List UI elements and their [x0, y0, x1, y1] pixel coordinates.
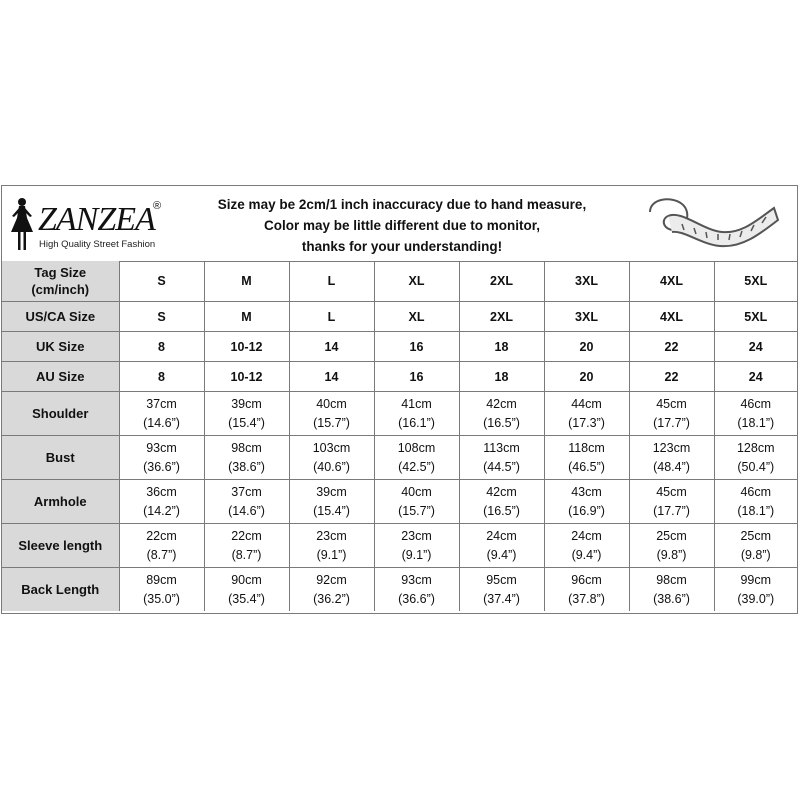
table-cell [714, 568, 797, 612]
row-header-label: Shoulder [32, 406, 89, 421]
table-cell [629, 480, 714, 524]
table-row [2, 362, 797, 392]
cell-inch-value: (36.2”) [313, 591, 350, 606]
table-cell [119, 568, 204, 612]
cell-inch-value: (37.8”) [568, 591, 605, 606]
table-cell: 4XL [629, 302, 714, 332]
cell-inch-value: (35.0”) [143, 591, 180, 606]
cell-inch-value: (40.6”) [313, 459, 350, 474]
table-row [2, 302, 797, 332]
table-cell [459, 568, 544, 612]
cell-inch-value: (15.4”) [228, 415, 265, 430]
size-table [2, 261, 797, 611]
cell-cm-value: 93cm [401, 572, 432, 587]
chart-header [2, 186, 797, 262]
cell-cm-value: 98cm [231, 440, 262, 455]
table-cell [459, 436, 544, 480]
notice-line: Color may be little different due to monitor, [263, 218, 541, 233]
cell-cm-value: 108cm [397, 440, 436, 455]
table-cell: 2XL [459, 302, 544, 332]
table-cell [119, 524, 204, 568]
table-cell [374, 436, 459, 480]
row-header [2, 392, 119, 436]
row-header-label: US/CA Size [25, 309, 96, 324]
table-cell: 20 [544, 362, 629, 392]
cell-cm-value: 42cm [486, 396, 517, 411]
cell-cm-value: 90cm [231, 572, 262, 587]
table-cell: XL [374, 261, 459, 302]
table-row [2, 261, 797, 302]
registered-mark: ® [153, 200, 162, 212]
table-cell [714, 392, 797, 436]
table-cell: 16 [374, 362, 459, 392]
cell-inch-value: (8.7”) [146, 547, 177, 562]
table-cell [544, 524, 629, 568]
table-cell [289, 480, 374, 524]
cell-inch-value: (16.5”) [483, 415, 520, 430]
table-cell [289, 436, 374, 480]
table-cell [714, 436, 797, 480]
cell-cm-value: 128cm [736, 440, 775, 455]
cell-inch-value: (44.5”) [483, 459, 520, 474]
cell-inch-value: (16.5”) [483, 503, 520, 518]
table-cell [374, 392, 459, 436]
cell-inch-value: (36.6”) [143, 459, 180, 474]
brand-logo [8, 194, 178, 254]
cell-inch-value: (18.1”) [737, 415, 775, 430]
table-cell [544, 480, 629, 524]
measuring-tape-icon [642, 190, 782, 256]
cell-inch-value: (14.2”) [143, 503, 180, 518]
cell-inch-value: (9.1”) [316, 547, 347, 562]
table-cell: 24 [714, 332, 797, 362]
table-cell: 8 [119, 332, 204, 362]
table-cell: 18 [459, 332, 544, 362]
table-cell [374, 568, 459, 612]
cell-inch-value: (15.7”) [313, 415, 350, 430]
cell-inch-value: (18.1”) [737, 503, 775, 518]
row-header-label: Armhole [33, 494, 87, 509]
cell-inch-value: (9.8”) [740, 547, 771, 562]
notice-line: thanks for your understanding! [301, 239, 503, 254]
cell-cm-value: 36cm [146, 484, 177, 499]
cell-cm-value: 40cm [401, 484, 432, 499]
cell-cm-value: 98cm [656, 572, 687, 587]
cell-cm-value: 46cm [740, 396, 772, 411]
cell-inch-value: (37.4”) [483, 591, 520, 606]
cell-cm-value: 113cm [483, 440, 520, 455]
cell-inch-value: (36.6”) [398, 591, 435, 606]
cell-cm-value: 123cm [652, 440, 691, 455]
cell-inch-value: (14.6”) [143, 415, 180, 430]
row-header [2, 524, 119, 568]
cell-inch-value: (16.9”) [568, 503, 605, 518]
cell-cm-value: 23cm [316, 528, 347, 543]
table-cell: M [204, 261, 289, 302]
table-cell: S [119, 261, 204, 302]
cell-inch-value: (48.4”) [653, 459, 690, 474]
table-row [2, 480, 797, 524]
table-cell [374, 480, 459, 524]
table-cell: 14 [289, 332, 374, 362]
cell-cm-value: 43cm [571, 484, 602, 499]
table-cell: 14 [289, 362, 374, 392]
cell-cm-value: 46cm [740, 484, 772, 499]
table-cell [544, 436, 629, 480]
table-cell: 3XL [544, 261, 629, 302]
table-cell [459, 480, 544, 524]
cell-cm-value: 118cm [568, 440, 605, 455]
table-cell: 10-12 [204, 332, 289, 362]
cell-inch-value: (39.0”) [737, 591, 775, 606]
table-cell [374, 524, 459, 568]
cell-cm-value: 23cm [401, 528, 432, 543]
table-cell [544, 392, 629, 436]
cell-cm-value: 37cm [231, 484, 262, 499]
cell-cm-value: 44cm [571, 396, 602, 411]
table-cell [119, 436, 204, 480]
row-header [2, 332, 119, 362]
cell-inch-value: (42.5”) [398, 459, 435, 474]
table-cell: 4XL [629, 261, 714, 302]
cell-cm-value: 92cm [316, 572, 347, 587]
row-header [2, 568, 119, 612]
row-header [2, 362, 119, 392]
table-cell [629, 436, 714, 480]
cell-inch-value: (17.3”) [568, 415, 605, 430]
cell-cm-value: 103cm [312, 440, 351, 455]
notice-line: Size may be 2cm/1 inch inaccuracy due to hand measure, [217, 197, 587, 212]
cell-cm-value: 40cm [316, 396, 347, 411]
cell-inch-value: (46.5”) [568, 459, 605, 474]
cell-cm-value: 39cm [316, 484, 347, 499]
cell-inch-value: (35.4”) [228, 591, 265, 606]
table-cell: 10-12 [204, 362, 289, 392]
cell-inch-value: (17.7”) [653, 503, 690, 518]
brand-slogan: High Quality Street Fashion [39, 239, 156, 250]
row-header [2, 436, 119, 480]
size-chart [1, 185, 798, 614]
table-cell [289, 568, 374, 612]
cell-cm-value: 24cm [486, 528, 517, 543]
table-cell: L [289, 261, 374, 302]
table-row [2, 568, 797, 612]
table-cell: 16 [374, 332, 459, 362]
cell-inch-value: (15.4”) [313, 503, 350, 518]
cell-inch-value: (9.4”) [571, 547, 602, 562]
cell-cm-value: 99cm [740, 572, 772, 587]
table-cell [289, 524, 374, 568]
table-cell [119, 392, 204, 436]
row-header-label: Bust [45, 450, 75, 465]
woman-silhouette-icon [8, 196, 36, 252]
cell-cm-value: 93cm [146, 440, 177, 455]
cell-inch-value: (9.4”) [486, 547, 517, 562]
cell-cm-value: 39cm [231, 396, 262, 411]
cell-inch-value: (8.7”) [231, 547, 262, 562]
row-header-label: (cm/inch) [31, 282, 90, 297]
row-header [2, 480, 119, 524]
table-cell: 8 [119, 362, 204, 392]
table-cell [714, 480, 797, 524]
table-row [2, 524, 797, 568]
cell-inch-value: (38.6”) [228, 459, 265, 474]
row-header [2, 302, 119, 332]
cell-inch-value: (16.1”) [398, 415, 435, 430]
table-cell [289, 392, 374, 436]
table-cell [204, 436, 289, 480]
table-cell: 3XL [544, 302, 629, 332]
row-header-label: Sleeve length [18, 538, 103, 553]
table-cell: 22 [629, 362, 714, 392]
table-row [2, 392, 797, 436]
cell-cm-value: 37cm [146, 396, 177, 411]
table-cell [714, 524, 797, 568]
table-cell: 5XL [714, 261, 797, 302]
table-cell: XL [374, 302, 459, 332]
cell-cm-value: 25cm [740, 528, 772, 543]
table-cell [544, 568, 629, 612]
cell-cm-value: 22cm [231, 528, 262, 543]
cell-cm-value: 25cm [656, 528, 687, 543]
table-cell: 5XL [714, 302, 797, 332]
table-cell: 24 [714, 362, 797, 392]
row-header-label: Back Length [21, 582, 100, 597]
table-cell: 2XL [459, 261, 544, 302]
table-row [2, 436, 797, 480]
table-cell: 18 [459, 362, 544, 392]
notice-text [202, 194, 602, 257]
table-cell [459, 392, 544, 436]
cell-cm-value: 41cm [401, 396, 432, 411]
table-cell [629, 568, 714, 612]
table-cell: S [119, 302, 204, 332]
cell-inch-value: (50.4”) [737, 459, 775, 474]
row-header [2, 261, 119, 302]
table-cell: 20 [544, 332, 629, 362]
table-cell [629, 524, 714, 568]
table-cell [204, 392, 289, 436]
table-cell [119, 480, 204, 524]
cell-cm-value: 89cm [146, 572, 177, 587]
cell-cm-value: 45cm [656, 396, 687, 411]
table-cell [204, 480, 289, 524]
cell-cm-value: 24cm [571, 528, 602, 543]
table-cell: 22 [629, 332, 714, 362]
cell-inch-value: (15.7”) [398, 503, 435, 518]
table-cell: M [204, 302, 289, 332]
table-cell [204, 568, 289, 612]
table-row [2, 332, 797, 362]
table-cell [629, 392, 714, 436]
cell-cm-value: 96cm [571, 572, 602, 587]
row-header-label: Tag Size [34, 265, 87, 280]
cell-inch-value: (9.8”) [656, 547, 687, 562]
brand-name: ZANZEA [38, 201, 155, 238]
cell-cm-value: 22cm [146, 528, 177, 543]
cell-inch-value: (14.6”) [228, 503, 265, 518]
cell-inch-value: (17.7”) [653, 415, 690, 430]
cell-cm-value: 42cm [486, 484, 517, 499]
cell-inch-value: (9.1”) [401, 547, 432, 562]
cell-cm-value: 95cm [486, 572, 517, 587]
row-header-label: AU Size [36, 369, 85, 384]
row-header-label: UK Size [36, 339, 85, 354]
table-cell [204, 524, 289, 568]
cell-inch-value: (38.6”) [653, 591, 690, 606]
table-cell [459, 524, 544, 568]
cell-cm-value: 45cm [656, 484, 687, 499]
table-cell: L [289, 302, 374, 332]
